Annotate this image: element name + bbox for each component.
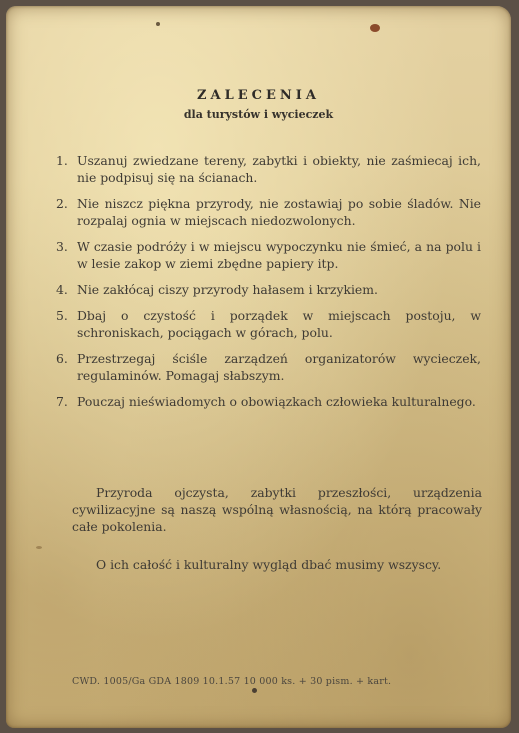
item-text: W czasie podróży i w miejscu wypoczynku nie śmieć, a na polu i w lesie zakop w ziemi zbędne papiery itp. <box>77 239 481 271</box>
item-text: Uszanuj zwiedzane tereny, zabytki i obiekty, nie zaśmiecaj ich, nie podpisuj się na ścianach. <box>77 153 481 185</box>
stain <box>156 22 160 26</box>
list-item <box>56 393 481 410</box>
item-number: 4. <box>56 282 68 297</box>
page-subtitle: dla turystów i wycieczek <box>183 108 334 121</box>
list-item <box>56 238 481 272</box>
document-page <box>6 6 511 728</box>
page-title: ZALECENIA <box>197 88 320 103</box>
list-item <box>56 152 481 186</box>
item-number: 5. <box>56 308 68 323</box>
list-item <box>56 281 481 298</box>
item-text: Przestrzegaj ściśle zarządzeń organizatorów wycieczek, regulaminów. Pomagaj słabszym. <box>77 351 481 383</box>
item-text: Dbaj o czystość i porządek w miejscach postoju, w schroniskach, pociągach w górach, polu. <box>77 308 481 340</box>
recommendations-list <box>56 152 481 419</box>
closing-paragraph: Przyroda ojczysta, zabytki przeszłości, urządzenia cywilizacyjne są naszą wspólną własnością, na którą pracowały całe pokolenia. <box>72 485 482 535</box>
item-text: Nie niszcz piękna przyrody, nie zostawiaj po sobie śladów. Nie rozpalaj ognia w miejscach niedozwolonych. <box>77 196 481 228</box>
list-item <box>56 307 481 341</box>
item-number: 6. <box>56 351 68 366</box>
item-number: 2. <box>56 196 68 211</box>
stain <box>370 24 380 32</box>
stain <box>36 546 42 549</box>
closing-paragraph: O ich całość i kulturalny wygląd dbać musimy wszyscy. <box>96 557 442 573</box>
item-number: 7. <box>56 394 68 409</box>
stain <box>252 688 257 693</box>
item-number: 1. <box>56 153 68 168</box>
item-number: 3. <box>56 239 68 254</box>
item-text: Pouczaj nieświadomych o obowiązkach człowieka kulturalnego. <box>77 394 476 409</box>
list-item <box>56 195 481 229</box>
list-item <box>56 350 481 384</box>
item-text: Nie zakłócaj ciszy przyrody hałasem i krzykiem. <box>77 282 378 297</box>
print-imprint: CWD. 1005/Ga GDA 1809 10.1.57 10 000 ks. + 30 pism. + kart. <box>72 676 392 687</box>
